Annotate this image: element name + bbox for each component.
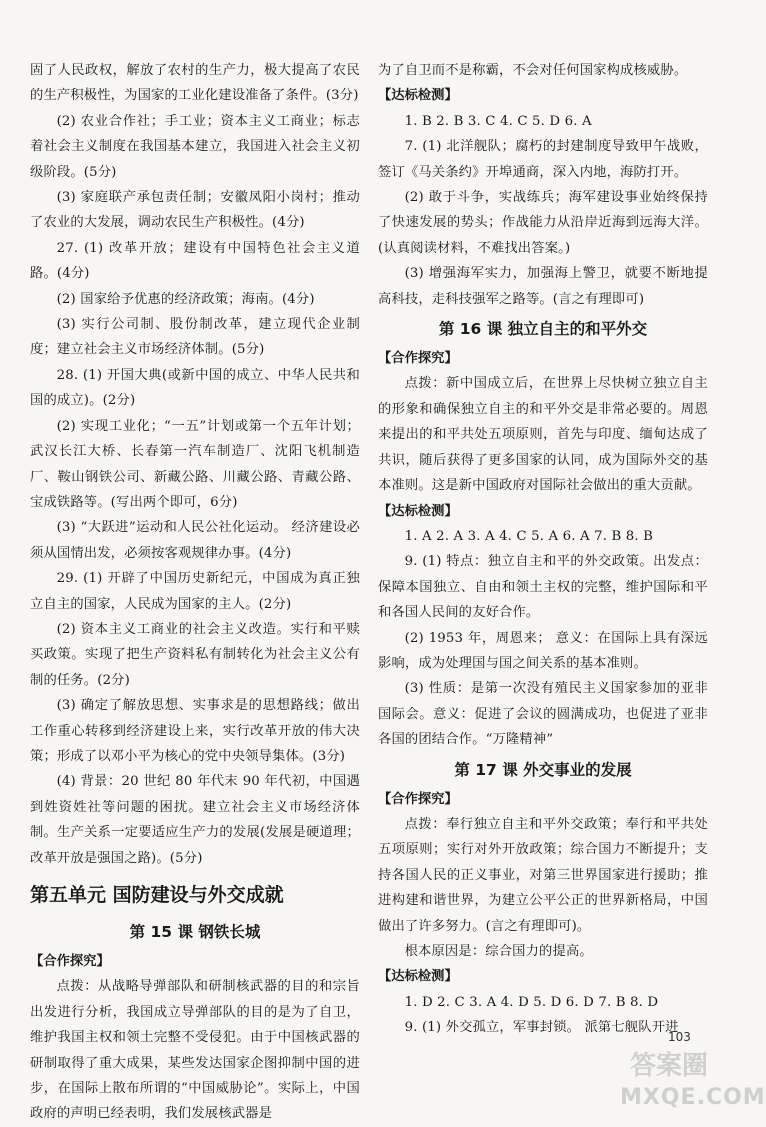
- watermark-text: 答案圈: [630, 1051, 709, 1081]
- watermark-url: MXQE.COM: [620, 1085, 766, 1110]
- right-para-7: 1. A 2. A 3. A 4. C 5. A 6. A 7. B 8. B: [404, 528, 654, 544]
- left-para-7: 28. (1) 开国大典(或新中国的成立、中华人民共和国的成立)。(2分): [30, 367, 360, 409]
- left-para-14: 点拨：从战略导弹部队和研制核武器的目的和宗旨出发进行分析，我国成立导弹部队的目的是为了自卫，维护我国主权和领土完整不受侵犯。由于中国核武器的研制取得了重大成果，某些发达国家企图抑制中国的进步，在国际上散布所谓的“中国威胁论”。实际上，中国政府的声明已经表明，我们发展核武器是: [30, 979, 360, 1122]
- lesson-16-title: 第 16 课 独立自主的和平外交: [438, 320, 648, 339]
- left-column: [30, 58, 360, 1127]
- left-para-12: (3) 确定了解放思想、实事求是的思想路线；做出工作重心转移到经济建设上来，实行改革开放的伟大决策；形成了以邓小平为核心的党中央领导集体。(3分): [30, 698, 360, 764]
- left-para-4: 27. (1) 改革开放；建设有中国特色社会主义道路。(4分): [30, 240, 360, 282]
- page-number: 103: [668, 1030, 691, 1044]
- left-para-13: (4) 背景：20 世纪 80 年代末 90 年代初，中国遇到姓资姓社等问题的困扰。建立社会主义市场经济体制。生产关系一定要适应生产力的发展(发展是硬道理；改革开放是强国之路)。(5分): [30, 774, 360, 866]
- left-para-8: (2) 实现工业化；“一五”计划或第一个五年计划；武汉长江大桥、长春第一汽车制造厂、沈阳飞机制造厂、鞍山钢铁公司、新藏公路、川藏公路、青藏公路、宝成铁路等。(写出两个即可，6分): [30, 418, 360, 510]
- right-para-2: 1. B 2. B 3. C 4. C 5. D 6. A: [404, 113, 592, 129]
- right-column: [378, 58, 708, 1041]
- right-para-14: 9. (1) 外交孤立，军事封锁。 派第七舰队开进: [404, 1020, 679, 1036]
- right-para-3: 7. (1) 北洋舰队；腐朽的封建制度导致甲午战败，签订《马关条约》开埠通商，深入内地，海防打开。: [378, 139, 708, 180]
- section-tag-cooperation: 【合作探究】: [378, 791, 458, 807]
- lesson-17-title: 第 17 课 外交事业的发展: [454, 760, 632, 779]
- section-tag-cooperation: 【合作探究】: [30, 954, 110, 969]
- section-tag-test: 【达标检测】: [378, 88, 458, 104]
- left-para-9: (3) “大跃进”运动和人民公社化运动。 经济建设必须从国情出发，必须按客观规律办事。(4分): [30, 520, 360, 561]
- right-para-13: 1. D 2. C 3. A 4. D 5. D 6. D 7. B 8. D: [404, 994, 659, 1010]
- left-para-1: 固了人民政权，解放了农村的生产力，极大提高了农民的生产积极性，为国家的工业化建设准备了条件。(3分): [30, 63, 360, 104]
- left-para-6: (3) 实行公司制、股份制改革，建立现代企业制度；建立社会主义市场经济体制。(5分): [30, 317, 360, 358]
- right-para-4: (2) 敢于斗争，实战练兵；海军建设事业始终保持了快速发展的势头；作战能力从沿岸近海到远海大洋。(认真阅读材料，不难找出答案。): [378, 190, 708, 256]
- right-para-6: 点拨：新中国成立后，在世界上尽快树立独立自主的形象和确保独立自主的和平外交是非常必要的。周恩来提出的和平共处五项原则，首先与印度、缅甸达成了共识，随后获得了更多国家的认同，成为国际外交的基本准则。这是新中国政府对国际社会做出的重大贡献。: [378, 376, 708, 494]
- right-para-8: 9. (1) 特点：独立自主和平的外交政策。出发点：保障本国独立、自由和领土主权的完整，维护国际和平和各国人民间的友好合作。: [378, 554, 708, 621]
- right-para-1: 为了自卫而不是称霸，不会对任何国家构成核威胁。: [378, 63, 688, 78]
- section-tag-test: 【达标检测】: [378, 969, 458, 985]
- left-para-11: (2) 资本主义工商业的社会主义改造。实行和平赎买政策。实现了把生产资料私有制转化为社会主义公有制的任务。(2分): [30, 621, 360, 688]
- right-para-11: 点拨：奉行独立自主和平外交政策；奉行和平共处五项原则；实行对外开放政策；综合国力不断提升；支持各国人民的正义事业，对第三世界国家进行援助；推进构建和谐世界，为建立公平公正的世界新格局，中国做出了许多努力。(言之有理即可)。: [378, 816, 708, 934]
- left-para-3: (3) 家庭联产承包责任制；安徽凤阳小岗村；推动了农业的大发展，调动农民生产积极性。(4分): [30, 190, 360, 231]
- right-para-12: 根本原因是：综合国力的提高。: [404, 944, 593, 959]
- right-para-10: (3) 性质：是第一次没有殖民主义国家参加的亚非国际会。意义：促进了会议的圆满成功，也促进了亚非各国的团结合作。“万隆精神”: [378, 681, 708, 748]
- watermark-logo: [610, 1045, 766, 1115]
- unit-title: 第五单元 国防建设与外交成就: [30, 884, 284, 906]
- left-para-5: (2) 国家给予优惠的经济政策；海南。(4分): [56, 291, 315, 307]
- section-tag-test: 【达标检测】: [378, 503, 458, 519]
- lesson-15-title: 第 15 课 钢铁长城: [129, 923, 261, 941]
- left-para-10: 29. (1) 开辟了中国历史新纪元，中国成为真正独立自主的国家，人民成为国家的主人。(2分): [30, 571, 360, 612]
- right-para-9: (2) 1953 年，周恩来； 意义：在国际上具有深远影响，成为处理国与国之间关系的基本准则。: [378, 630, 708, 671]
- left-para-2: (2) 农业合作社；手工业；资本主义工商业；标志着社会主义制度在我国基本建立，我国进入社会主义初级阶段。(5分): [30, 113, 360, 180]
- right-para-5: (3) 增强海军实力，加强海上警卫，就要不断地提高科技，走科技强军之路等。(言之有理即可): [378, 266, 708, 307]
- section-tag-cooperation: 【合作探究】: [378, 351, 458, 367]
